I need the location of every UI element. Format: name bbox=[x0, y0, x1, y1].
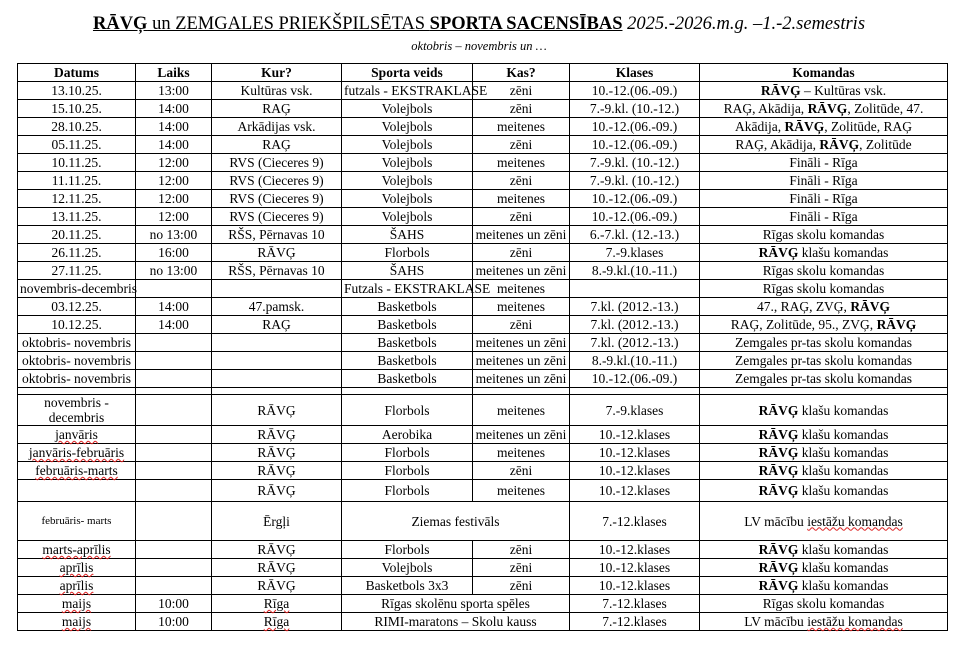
cell-time: 12:00 bbox=[136, 172, 212, 190]
cell-date: februāris-marts bbox=[18, 462, 136, 480]
cell-classes bbox=[570, 280, 700, 298]
header-date: Datums bbox=[18, 64, 136, 82]
cell-classes: 7.-12.klases bbox=[570, 502, 700, 541]
cell-classes: 10.-12.klases bbox=[570, 444, 700, 462]
table-row bbox=[18, 559, 948, 577]
cell-date: 10.12.25. bbox=[18, 316, 136, 334]
cell-location bbox=[212, 370, 342, 388]
cell-sport: Florbols bbox=[342, 444, 473, 462]
cell-participants: zēni bbox=[473, 244, 570, 262]
table-row bbox=[18, 462, 948, 480]
cell-location: RĀVĢ bbox=[212, 577, 342, 595]
cell-time: 14:00 bbox=[136, 100, 212, 118]
table-header-row bbox=[18, 64, 948, 82]
title-period: 2025.-2026.m.g. –1.-2.semestris bbox=[622, 14, 866, 34]
cell-participants: zēni bbox=[473, 541, 570, 559]
title-event: SPORTA SACENSĪBAS bbox=[429, 14, 623, 34]
cell-participants: zēni bbox=[473, 136, 570, 154]
cell-sport: Volejbols bbox=[342, 559, 473, 577]
cell-participants: meitenes un zēni bbox=[473, 352, 570, 370]
cell-teams: RĀVĢ klašu komandas bbox=[700, 559, 948, 577]
cell-time: no 13:00 bbox=[136, 262, 212, 280]
cell-date: oktobris- novembris bbox=[18, 370, 136, 388]
cell-sport: Volejbols bbox=[342, 154, 473, 172]
cell-participants: zēni bbox=[473, 208, 570, 226]
cell-time bbox=[136, 280, 212, 298]
cell-classes: 8.-9.kl.(10.-11.) bbox=[570, 262, 700, 280]
cell-sport: Florbols bbox=[342, 480, 473, 502]
cell-sport: Florbols bbox=[342, 244, 473, 262]
cell-date: 26.11.25. bbox=[18, 244, 136, 262]
cell-classes: 10.-12.klases bbox=[570, 559, 700, 577]
cell-location: RĀVĢ bbox=[212, 559, 342, 577]
teams-segment: RĀVĢ bbox=[758, 578, 799, 593]
cell-participants: zēni bbox=[473, 100, 570, 118]
cell-classes: 7.-9.kl. (10.-12.) bbox=[570, 172, 700, 190]
title-school: RĀVĢ bbox=[92, 14, 148, 34]
cell-classes: 10.-12.klases bbox=[570, 577, 700, 595]
cell-participants: zēni bbox=[473, 316, 570, 334]
cell-participants: meitenes un zēni bbox=[473, 426, 570, 444]
cell-time: 10:00 bbox=[136, 595, 212, 613]
cell-date: 28.10.25. bbox=[18, 118, 136, 136]
table-row bbox=[18, 136, 948, 154]
cell-classes: 7.-9.kl. (10.-12.) bbox=[570, 100, 700, 118]
cell-time: 12:00 bbox=[136, 190, 212, 208]
cell-teams: RĀVĢ klašu komandas bbox=[700, 462, 948, 480]
cell-classes: 7.kl. (2012.-13.) bbox=[570, 316, 700, 334]
cell-location: 47.pamsk. bbox=[212, 298, 342, 316]
teams-segment: RĀVĢ bbox=[758, 445, 799, 460]
table-row bbox=[18, 395, 948, 426]
cell-teams: Zemgales pr-tas skolu komandas bbox=[700, 352, 948, 370]
cell-classes: 7.-9.kl. (10.-12.) bbox=[570, 154, 700, 172]
cell-time bbox=[136, 462, 212, 480]
cell-classes: 6.-7.kl. (12.-13.) bbox=[570, 226, 700, 244]
cell-participants: meitenes un zēni bbox=[473, 334, 570, 352]
table-row bbox=[18, 172, 948, 190]
page-subtitle: oktobris – novembris un … bbox=[411, 39, 547, 53]
cell-location: RAĢ bbox=[212, 316, 342, 334]
cell-sport: Basketbols bbox=[342, 298, 473, 316]
title-district: un ZEMGALES PRIEKŠPILSĒTAS bbox=[147, 14, 430, 34]
cell-location: RĀVĢ bbox=[212, 480, 342, 502]
cell-time bbox=[136, 502, 212, 541]
cell-time: 10:00 bbox=[136, 613, 212, 631]
cell-classes: 10.-12.klases bbox=[570, 426, 700, 444]
header-classes: Klases bbox=[570, 64, 700, 82]
cell-time: 13:00 bbox=[136, 82, 212, 100]
cell-time bbox=[136, 426, 212, 444]
cell-participants: meitenes un zēni bbox=[473, 262, 570, 280]
cell-sport: Volejbols bbox=[342, 208, 473, 226]
cell-location: Kultūras vsk. bbox=[212, 82, 342, 100]
cell-location: RVS (Cieceres 9) bbox=[212, 208, 342, 226]
cell-participants: meitenes bbox=[473, 190, 570, 208]
cell-participants: meitenes bbox=[473, 444, 570, 462]
teams-segment: RĀVĢ bbox=[758, 245, 799, 260]
cell-classes: 8.-9.kl.(10.-11.) bbox=[570, 352, 700, 370]
cell-location: RĀVĢ bbox=[212, 244, 342, 262]
cell-teams: RĀVĢ klašu komandas bbox=[700, 426, 948, 444]
table-row bbox=[18, 298, 948, 316]
table-row bbox=[18, 190, 948, 208]
cell-time bbox=[136, 559, 212, 577]
cell-location: RAĢ bbox=[212, 136, 342, 154]
cell-time bbox=[136, 444, 212, 462]
table-row bbox=[18, 82, 948, 100]
cell-teams: Fināli - Rīga bbox=[700, 172, 948, 190]
cell-time: 16:00 bbox=[136, 244, 212, 262]
table-row bbox=[18, 577, 948, 595]
cell-date: 12.11.25. bbox=[18, 190, 136, 208]
table-row bbox=[18, 118, 948, 136]
cell-location: RŠS, Pērnavas 10 bbox=[212, 262, 342, 280]
cell-location bbox=[212, 352, 342, 370]
cell-date: marts-aprīlis bbox=[18, 541, 136, 559]
table-row bbox=[18, 595, 948, 613]
cell-time bbox=[136, 577, 212, 595]
cell-participants: meitenes un zēni bbox=[473, 226, 570, 244]
cell-location: RVS (Cieceres 9) bbox=[212, 172, 342, 190]
cell-teams: RAĢ, Akādija, RĀVĢ, Zolitūde bbox=[700, 136, 948, 154]
cell-date: maijs bbox=[18, 613, 136, 631]
teams-segment: RĀVĢ bbox=[807, 101, 848, 116]
table-row bbox=[18, 613, 948, 631]
teams-segment: RĀVĢ bbox=[758, 542, 799, 557]
cell-time: no 13:00 bbox=[136, 226, 212, 244]
teams-segment: RĀVĢ bbox=[758, 427, 799, 442]
cell-time bbox=[136, 395, 212, 426]
cell-date: 13.10.25. bbox=[18, 82, 136, 100]
cell-location: RĀVĢ bbox=[212, 462, 342, 480]
teams-segment: RĀVĢ bbox=[819, 137, 860, 152]
cell-location: RAĢ bbox=[212, 100, 342, 118]
cell-teams: Rīgas skolu komandas bbox=[700, 595, 948, 613]
cell-teams: RĀVĢ klašu komandas bbox=[700, 244, 948, 262]
cell-location: RĀVĢ bbox=[212, 541, 342, 559]
cell-date: novembris - decembris bbox=[18, 395, 136, 426]
cell-date: maijs bbox=[18, 595, 136, 613]
cell-teams: RĀVĢ klašu komandas bbox=[700, 395, 948, 426]
cell-time bbox=[136, 334, 212, 352]
cell-sport: RIMI-maratons – Skolu kauss bbox=[342, 613, 570, 631]
cell-teams: Fināli - Rīga bbox=[700, 154, 948, 172]
cell-teams: RĀVĢ – Kultūras vsk. bbox=[700, 82, 948, 100]
teams-segment: RĀVĢ bbox=[758, 560, 799, 575]
cell-location bbox=[212, 280, 342, 298]
cell-location: RVS (Cieceres 9) bbox=[212, 190, 342, 208]
table-row bbox=[18, 352, 948, 370]
cell-sport: Florbols bbox=[342, 462, 473, 480]
cell-sport: Aerobika bbox=[342, 426, 473, 444]
cell-time bbox=[136, 352, 212, 370]
cell-date bbox=[18, 480, 136, 502]
cell-time: 14:00 bbox=[136, 118, 212, 136]
cell-sport: Florbols bbox=[342, 541, 473, 559]
cell-date: aprīlis bbox=[18, 559, 136, 577]
cell-location: Ērgļi bbox=[212, 502, 342, 541]
cell-sport: Volejbols bbox=[342, 118, 473, 136]
cell-participants: zēni bbox=[473, 577, 570, 595]
cell-teams: Zemgales pr-tas skolu komandas bbox=[700, 370, 948, 388]
cell-time: 14:00 bbox=[136, 316, 212, 334]
cell-sport: Florbols bbox=[342, 395, 473, 426]
cell-sport: ŠAHS bbox=[342, 262, 473, 280]
table-row bbox=[18, 370, 948, 388]
cell-sport: Ziemas festivāls bbox=[342, 502, 570, 541]
teams-segment: iestāžu komandas bbox=[807, 513, 903, 529]
cell-participants: meitenes bbox=[473, 395, 570, 426]
cell-time bbox=[136, 480, 212, 502]
cell-time: 12:00 bbox=[136, 154, 212, 172]
teams-segment: RĀVĢ bbox=[758, 402, 799, 418]
cell-sport: Basketbols bbox=[342, 316, 473, 334]
cell-location bbox=[212, 334, 342, 352]
cell-date: 13.11.25. bbox=[18, 208, 136, 226]
cell-teams: Rīgas skolu komandas bbox=[700, 280, 948, 298]
cell-time bbox=[136, 541, 212, 559]
header-location: Kur? bbox=[212, 64, 342, 82]
cell-sport: Basketbols bbox=[342, 334, 473, 352]
cell-date: 27.11.25. bbox=[18, 262, 136, 280]
cell-time: 14:00 bbox=[136, 136, 212, 154]
cell-participants: meitenes bbox=[473, 154, 570, 172]
page-title bbox=[0, 14, 958, 35]
cell-time bbox=[136, 370, 212, 388]
cell-time: 14:00 bbox=[136, 298, 212, 316]
cell-classes: 10.-12.(06.-09.) bbox=[570, 118, 700, 136]
cell-location: RĀVĢ bbox=[212, 444, 342, 462]
cell-participants: zēni bbox=[473, 172, 570, 190]
cell-classes: 7.kl. (2012.-13.) bbox=[570, 298, 700, 316]
table-row bbox=[18, 226, 948, 244]
cell-teams: LV mācību iestāžu komandas bbox=[700, 613, 948, 631]
table-row bbox=[18, 280, 948, 298]
cell-sport: Basketbols bbox=[342, 370, 473, 388]
table-row bbox=[18, 100, 948, 118]
cell-sport: Rīgas skolēnu sporta spēles bbox=[342, 595, 570, 613]
cell-teams: Zemgales pr-tas skolu komandas bbox=[700, 334, 948, 352]
cell-classes: 7.-12.klases bbox=[570, 595, 700, 613]
cell-location: RVS (Cieceres 9) bbox=[212, 154, 342, 172]
cell-classes: 10.-12.(06.-09.) bbox=[570, 208, 700, 226]
cell-classes: 10.-12.klases bbox=[570, 541, 700, 559]
cell-classes: 10.-12.(06.-09.) bbox=[570, 136, 700, 154]
cell-teams: Fināli - Rīga bbox=[700, 208, 948, 226]
table-row bbox=[18, 316, 948, 334]
cell-teams: Akādija, RĀVĢ, Zolitūde, RAĢ bbox=[700, 118, 948, 136]
cell-participants: zēni bbox=[473, 559, 570, 577]
table-row bbox=[18, 541, 948, 559]
cell-teams: Rīgas skolu komandas bbox=[700, 262, 948, 280]
cell-date: 05.11.25. bbox=[18, 136, 136, 154]
cell-sport: futzals - EKSTRAKLASE bbox=[342, 82, 473, 100]
cell-classes: 7.-9.klases bbox=[570, 244, 700, 262]
cell-participants: meitenes bbox=[473, 298, 570, 316]
cell-teams: RAĢ, Zolitūde, 95., ZVĢ, RĀVĢ bbox=[700, 316, 948, 334]
header-sport: Sporta veids bbox=[342, 64, 473, 82]
cell-date: janvāris-februāris bbox=[18, 444, 136, 462]
cell-location: Arkādijas vsk. bbox=[212, 118, 342, 136]
teams-segment: RĀVĢ bbox=[876, 317, 917, 332]
cell-location: Rīga bbox=[212, 613, 342, 631]
cell-teams: LV mācību iestāžu komandas bbox=[700, 502, 948, 541]
header-teams: Komandas bbox=[700, 64, 948, 82]
table-row bbox=[18, 480, 948, 502]
cell-participants: meitenes bbox=[473, 280, 570, 298]
cell-classes: 10.-12.klases bbox=[570, 480, 700, 502]
table-row bbox=[18, 154, 948, 172]
cell-classes: 7.-12.klases bbox=[570, 613, 700, 631]
cell-date: februāris- marts bbox=[18, 502, 136, 541]
teams-segment: RĀVĢ bbox=[758, 483, 799, 498]
cell-sport: Volejbols bbox=[342, 172, 473, 190]
cell-date: novembris-decembris bbox=[18, 280, 136, 298]
cell-location: RĀVĢ bbox=[212, 426, 342, 444]
cell-classes: 10.-12.(06.-09.) bbox=[570, 370, 700, 388]
cell-sport: Basketbols bbox=[342, 352, 473, 370]
table-row bbox=[18, 262, 948, 280]
cell-location: Rīga bbox=[212, 595, 342, 613]
cell-teams: RĀVĢ klašu komandas bbox=[700, 577, 948, 595]
header-time: Laiks bbox=[136, 64, 212, 82]
cell-participants: meitenes bbox=[473, 480, 570, 502]
cell-teams: Rīgas skolu komandas bbox=[700, 226, 948, 244]
cell-date: oktobris- novembris bbox=[18, 352, 136, 370]
cell-sport: Volejbols bbox=[342, 190, 473, 208]
cell-classes: 10.-12.klases bbox=[570, 462, 700, 480]
schedule-table bbox=[17, 63, 948, 631]
cell-time: 12:00 bbox=[136, 208, 212, 226]
table-row bbox=[18, 444, 948, 462]
table-row bbox=[18, 502, 948, 541]
cell-classes: 10.-12.(06.-09.) bbox=[570, 82, 700, 100]
cell-date: aprīlis bbox=[18, 577, 136, 595]
cell-teams: RĀVĢ klašu komandas bbox=[700, 480, 948, 502]
cell-teams: RĀVĢ klašu komandas bbox=[700, 541, 948, 559]
cell-sport: Basketbols 3x3 bbox=[342, 577, 473, 595]
cell-date: 11.11.25. bbox=[18, 172, 136, 190]
cell-teams: RĀVĢ klašu komandas bbox=[700, 444, 948, 462]
table-row bbox=[18, 208, 948, 226]
teams-segment: RĀVĢ bbox=[850, 299, 891, 314]
teams-segment: RĀVĢ bbox=[760, 83, 801, 98]
cell-participants: zēni bbox=[473, 82, 570, 100]
cell-date: oktobris- novembris bbox=[18, 334, 136, 352]
table-row-empty bbox=[18, 388, 948, 395]
cell-teams: Fināli - Rīga bbox=[700, 190, 948, 208]
cell-sport: Volejbols bbox=[342, 136, 473, 154]
cell-sport: Futzals - EKSTRAKLASE bbox=[342, 280, 473, 298]
header-participants: Kas? bbox=[473, 64, 570, 82]
table-row bbox=[18, 426, 948, 444]
cell-classes: 7.-9.klases bbox=[570, 395, 700, 426]
cell-participants: meitenes bbox=[473, 118, 570, 136]
cell-teams: 47., RAĢ, ZVĢ, RĀVĢ bbox=[700, 298, 948, 316]
teams-segment: RĀVĢ bbox=[758, 463, 799, 478]
cell-location: RŠS, Pērnavas 10 bbox=[212, 226, 342, 244]
teams-segment: RĀVĢ bbox=[784, 119, 825, 134]
table-row bbox=[18, 244, 948, 262]
cell-classes: 10.-12.(06.-09.) bbox=[570, 190, 700, 208]
cell-date: 20.11.25. bbox=[18, 226, 136, 244]
table-row bbox=[18, 334, 948, 352]
cell-date: 10.11.25. bbox=[18, 154, 136, 172]
cell-teams: RAĢ, Akādija, RĀVĢ, Zolitūde, 47. bbox=[700, 100, 948, 118]
cell-participants: meitenes un zēni bbox=[473, 370, 570, 388]
cell-classes: 7.kl. (2012.-13.) bbox=[570, 334, 700, 352]
cell-date: 15.10.25. bbox=[18, 100, 136, 118]
cell-date: janvāris bbox=[18, 426, 136, 444]
cell-participants: zēni bbox=[473, 462, 570, 480]
cell-date: 03.12.25. bbox=[18, 298, 136, 316]
cell-sport: ŠAHS bbox=[342, 226, 473, 244]
cell-location: RĀVĢ bbox=[212, 395, 342, 426]
teams-segment: iestāžu komandas bbox=[807, 614, 903, 629]
cell-sport: Volejbols bbox=[342, 100, 473, 118]
